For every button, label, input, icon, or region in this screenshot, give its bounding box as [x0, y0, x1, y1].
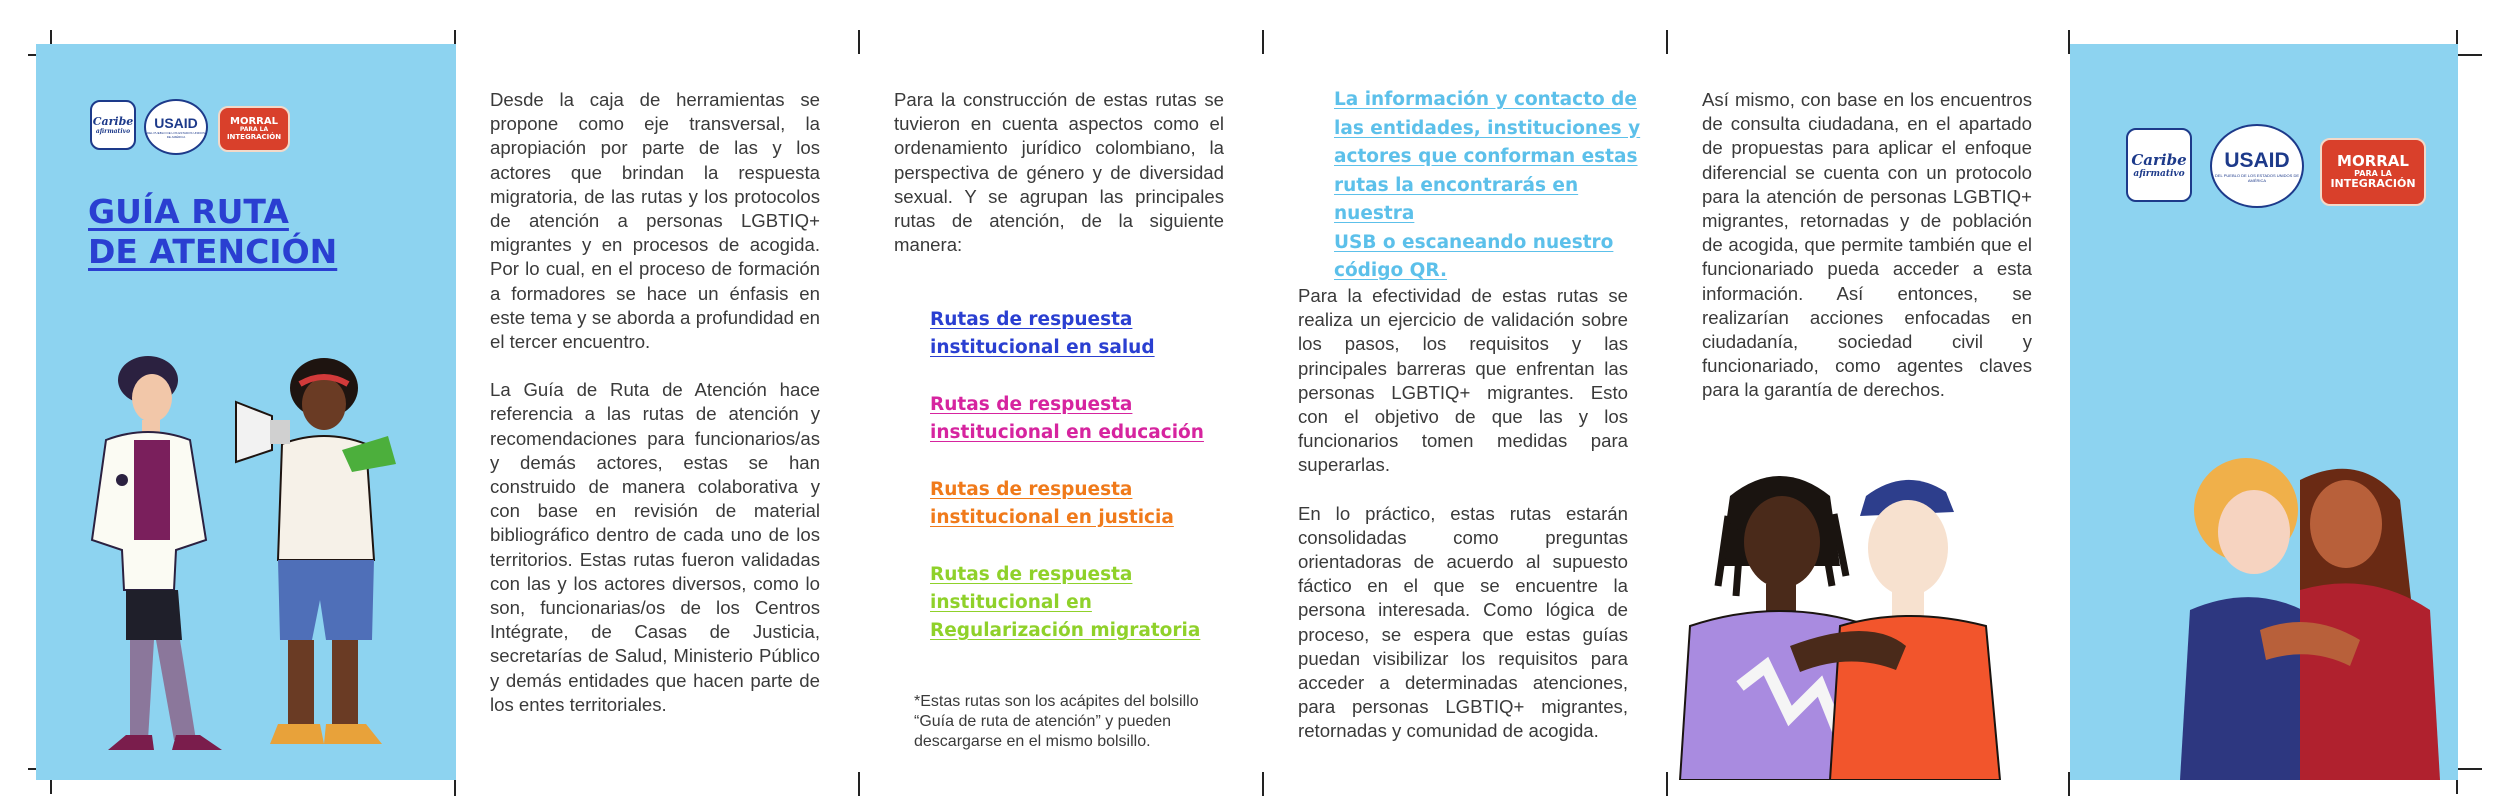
column1-paragraph1: Desde la caja de herramientas se propone como eje transversal, la apropiación por parte de las y los actores que brindan la respuesta migratoria, de las rutas y los protocolos de atención a personas LGBTIQ+ migrantes y en procesos de acogida. Por lo cual, en el proceso de formación a formadores se hace un énfasis en este tema y se aborda a profundidad en el tercer encuentro.	[490, 89, 820, 353]
morral-integracion-logo-back: MORRAL PARA LA INTEGRACIÓN	[2320, 138, 2426, 206]
person-megaphone-illustration	[236, 358, 396, 744]
route-regularizacion-link[interactable]: Rutas de respuesta institucional en Regularización migratoria	[930, 564, 1201, 641]
cover-title-line2: DE ATENCIÓN	[88, 232, 338, 271]
hug-illustration	[2150, 440, 2450, 780]
column3-paragraph2: En lo práctico, estas rutas estarán consolidadas como preguntas orientadoras de acuerdo al supuesto fáctico en el que se encuentre la persona interesada. Como lógica de proceso, se espera que estas guías puedan visibilizar los requisitos para acceder a determinadas atenciones, para personas LGBTIQ+ migrantes, retornadas y comunidad de acogida.	[1298, 502, 1628, 742]
column2-intro	[894, 88, 1224, 281]
caribe-afirmativo-logo-back: Caribe afirmativo	[2126, 128, 2192, 202]
friends-illustration	[1670, 456, 2068, 780]
column4-paragraph1: Así mismo, con base en los encuentros de consulta ciudadana, en el apartado de propuestas para aplicar el enfoque diferencial se cuenta con un protocolo para la atención de personas LGBTIQ+ migrantes, retornadas y de población de acogida, que permite también que el funcionariado pueda acceder a esta información. Así entonces, se realizarían acciones enfocadas en ciudadanía, sociedad civil y funcionariado, como agentes claves para la garantía de derechos.	[1702, 89, 2032, 401]
qr-info-link[interactable]: La información y contacto de las entidades, instituciones y actores que conforman estas rutas la encontrarás en nuestra USB o escaneando nuestro código QR.	[1334, 89, 1641, 281]
cover-illustration	[56, 340, 426, 750]
column1-paragraph2: La Guía de Ruta de Atención hace referencia a las rutas de atención y recomendaciones para funcionarios/as y demás actores, estas se han construido de manera colaborativa y con base en revisión de material bibliográfico dentro de cada uno de los territorios. Estas rutas fueron validadas con las y los actores diversos, como lo son, funcionarias/os de los Centros Intégrate, de Casas de Justicia, secretarías de Salud, Ministerio Público y demás entidades que hacen parte de los entes territoriales.	[490, 379, 820, 715]
column2-intro-text: Para la construcción de estas rutas se tuvieron en cuenta aspectos como el ordenamiento jurídico colombiano, la perspectiva de género y de diversidad sexual. Y se agrupan las principales rutas de atención, de la siguiente manera:	[894, 89, 1224, 256]
morral-integracion-logo: MORRAL PARA LA INTEGRACIÓN	[218, 106, 290, 152]
usaid-logo: USAID DEL PUEBLO DE LOS ESTADOS UNIDOS DE AMÉRICA	[144, 99, 208, 155]
cover-title-line1: GUÍA RUTA	[88, 192, 289, 231]
person-jacket-illustration	[92, 356, 222, 750]
column1-text	[490, 88, 820, 741]
route-salud-link[interactable]: Rutas de respuesta institucional en salud	[930, 309, 1155, 358]
caribe-afirmativo-logo: Caribe afirmativo	[90, 100, 136, 150]
usaid-logo-back: USAID DEL PUEBLO DE LOS ESTADOS UNIDOS DE AMÉRICA	[2210, 124, 2304, 208]
route-justicia-link[interactable]: Rutas de respuesta institucional en justicia	[930, 479, 1174, 528]
routes-footnote: *Estas rutas son los acápites del bolsillo “Guía de ruta de atención” y pueden descargarse en el mismo bolsillo.	[914, 693, 1199, 750]
cover-title	[88, 192, 337, 272]
column4-text	[1702, 88, 2032, 427]
column3-paragraph1: Para la efectividad de estas rutas se realiza un ejercicio de validación sobre los pasos, los requisitos y las principales barreras que enfrentan las personas LGBTIQ+ migrantes. Esto con el objetivo de que las y los funcionarios tomen medidas para superarlas.	[1298, 285, 1628, 476]
route-educacion-link[interactable]: Rutas de respuesta institucional en educación	[930, 394, 1204, 443]
column3-text	[1298, 284, 1628, 768]
